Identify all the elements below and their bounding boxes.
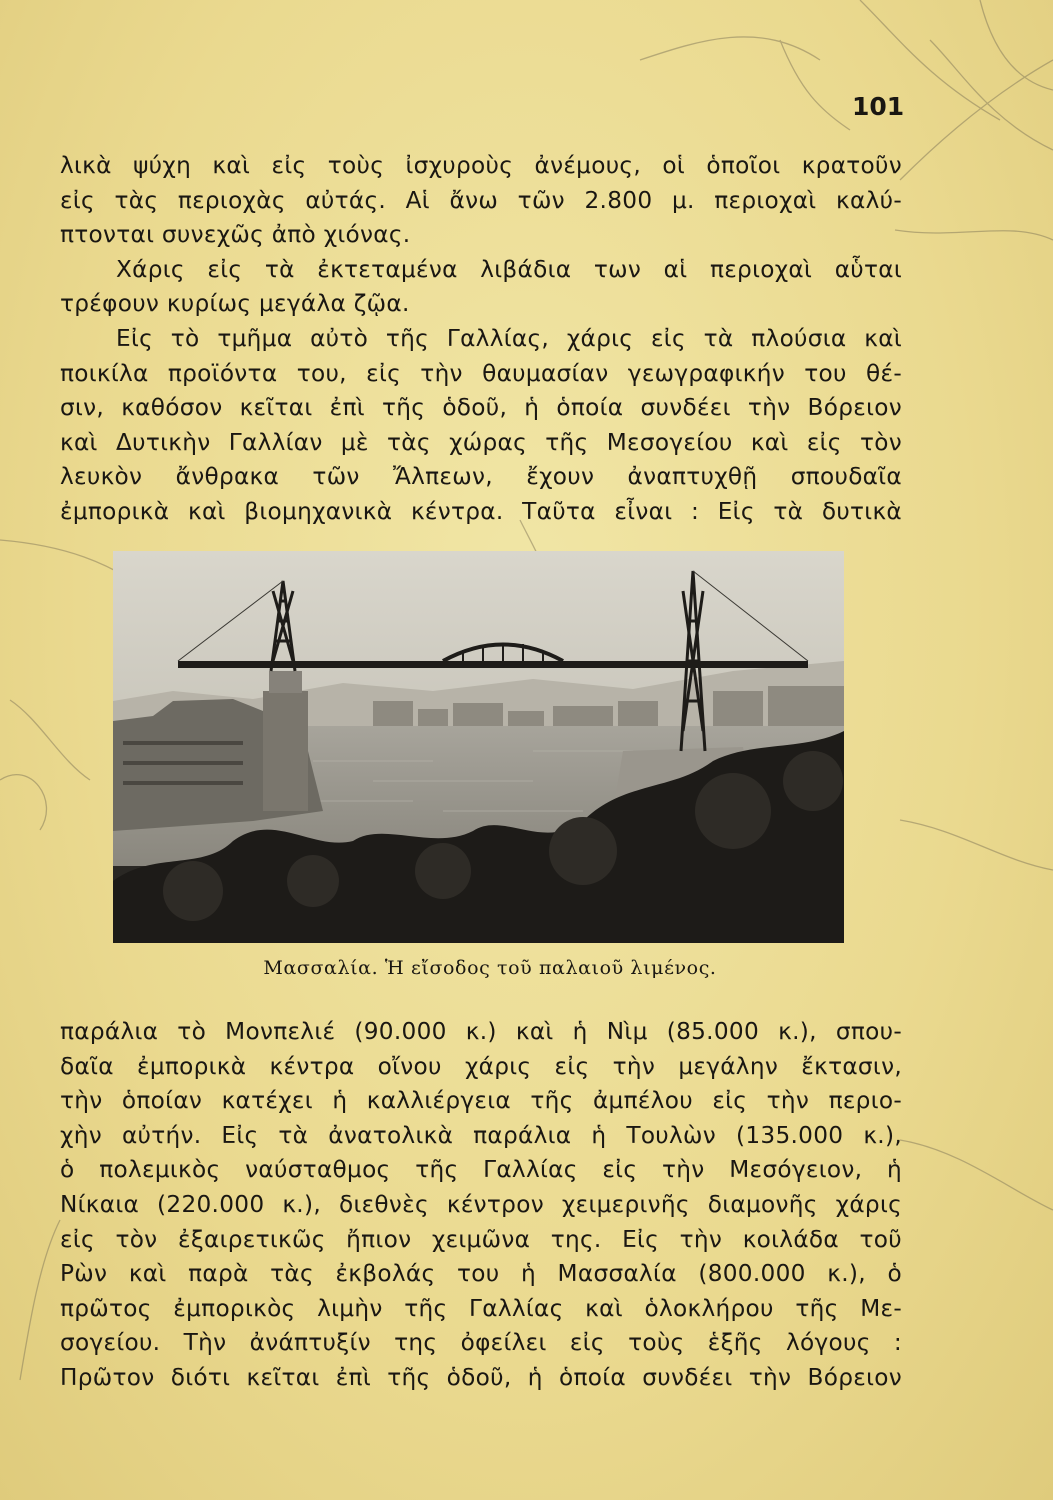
text-line: Πρῶτον διότι κεῖται ἐπὶ τῆς ὁδοῦ, ἡ ὁποία συνδέει τὴν Βόρειον — [60, 1363, 902, 1391]
text-line: Εἰς τὸ τμῆμα αὐτὸ τῆς Γαλλίας, χάρις εἰς τὰ πλούσια καὶ — [116, 324, 902, 352]
text-line: εἰς τὰς περιοχὰς αὐτάς. Αἱ ἄνω τῶν 2.800 μ. περιοχαὶ καλύ- — [60, 186, 902, 214]
text-line: καὶ Δυτικὴν Γαλλίαν μὲ τὰς χώρας τῆς Μεσογείου καὶ εἰς τὸν — [60, 428, 902, 456]
text-line: σογείου. Τὴν ἀνάπτυξίν της ὀφείλει εἰς τοὺς ἑξῆς λόγους : — [60, 1329, 902, 1357]
text-line: λευκὸν ἄνθρακα τῶν Ἄλπεων, ἔχουν ἀναπτυχθῇ σπουδαῖα — [60, 463, 902, 491]
text-line: Ρὼν καὶ παρὰ τὰς ἐκβολάς του ἡ Μασσαλία (800.000 κ.), ὁ — [60, 1260, 902, 1288]
marseille-harbour-photo — [113, 551, 844, 943]
text-line: πρῶτος ἐμπορικὸς λιμὴν τῆς Γαλλίας καὶ ὁλοκλήρου τῆς Με- — [60, 1294, 902, 1322]
page-number: 101 — [852, 92, 905, 121]
text-line: χὴν αὐτήν. Εἰς τὰ ἀνατολικὰ παράλια ἡ Τουλὼν (135.000 κ.), — [60, 1121, 902, 1149]
bottom-text-block — [60, 1015, 902, 1396]
text-line: ἐμπορικὰ καὶ βιομηχανικὰ κέντρα. Ταῦτα εἶναι : Εἰς τὰ δυτικὰ — [60, 497, 902, 525]
top-text-block — [60, 149, 902, 530]
text-line: σιν, καθόσον κεῖται ἐπὶ τῆς ὁδοῦ, ἡ ὁποία συνδέει τὴν Βόρειον — [60, 394, 902, 422]
photo-caption: Μασσαλία. Ἡ εἴσοδος τοῦ παλαιοῦ λιμένος. — [263, 957, 717, 979]
text-line: ὁ πολεμικὸς ναύσταθμος τῆς Γαλλίας εἰς τὴν Μεσόγειον, ἡ — [60, 1156, 902, 1184]
text-line: Νίκαια (220.000 κ.), διεθνὲς κέντρον χειμερινῆς διαμονῆς χάρις — [60, 1190, 902, 1218]
text-line: δαῖα ἐμπορικὰ κέντρα οἴνου χάρις εἰς τὴν μεγάλην ἔκτασιν, — [60, 1052, 902, 1080]
text-line: Χάρις εἰς τὰ ἐκτεταμένα λιβάδια των αἱ περιοχαὶ αὗται — [116, 255, 902, 283]
text-line: λικὰ ψύχη καὶ εἰς τοὺς ἰσχυροὺς ἀνέμους, οἱ ὁποῖοι κρατοῦν — [60, 152, 902, 179]
text-line: τρέφουν κυρίως μεγάλα ζῷα. — [60, 290, 410, 318]
text-line: εἰς τὸν ἐξαιρετικῶς ἤπιον χειμῶνα της. Εἰς τὴν κοιλάδα τοῦ — [60, 1225, 902, 1253]
text-line: ποικίλα προϊόντα του, εἰς τὴν θαυμασίαν γεωγραφικήν του θέ- — [60, 359, 902, 387]
text-line: παράλια τὸ Μονπελιέ (90.000 κ.) καὶ ἡ Νὶμ (85.000 κ.), σπου- — [60, 1018, 902, 1045]
text-line: πτονται συνεχῶς ἀπὸ χιόνας. — [60, 221, 411, 249]
text-line: τὴν ὁποίαν κατέχει ἡ καλλιέργεια τῆς ἀμπέλου εἰς τὴν περιο- — [60, 1087, 902, 1115]
